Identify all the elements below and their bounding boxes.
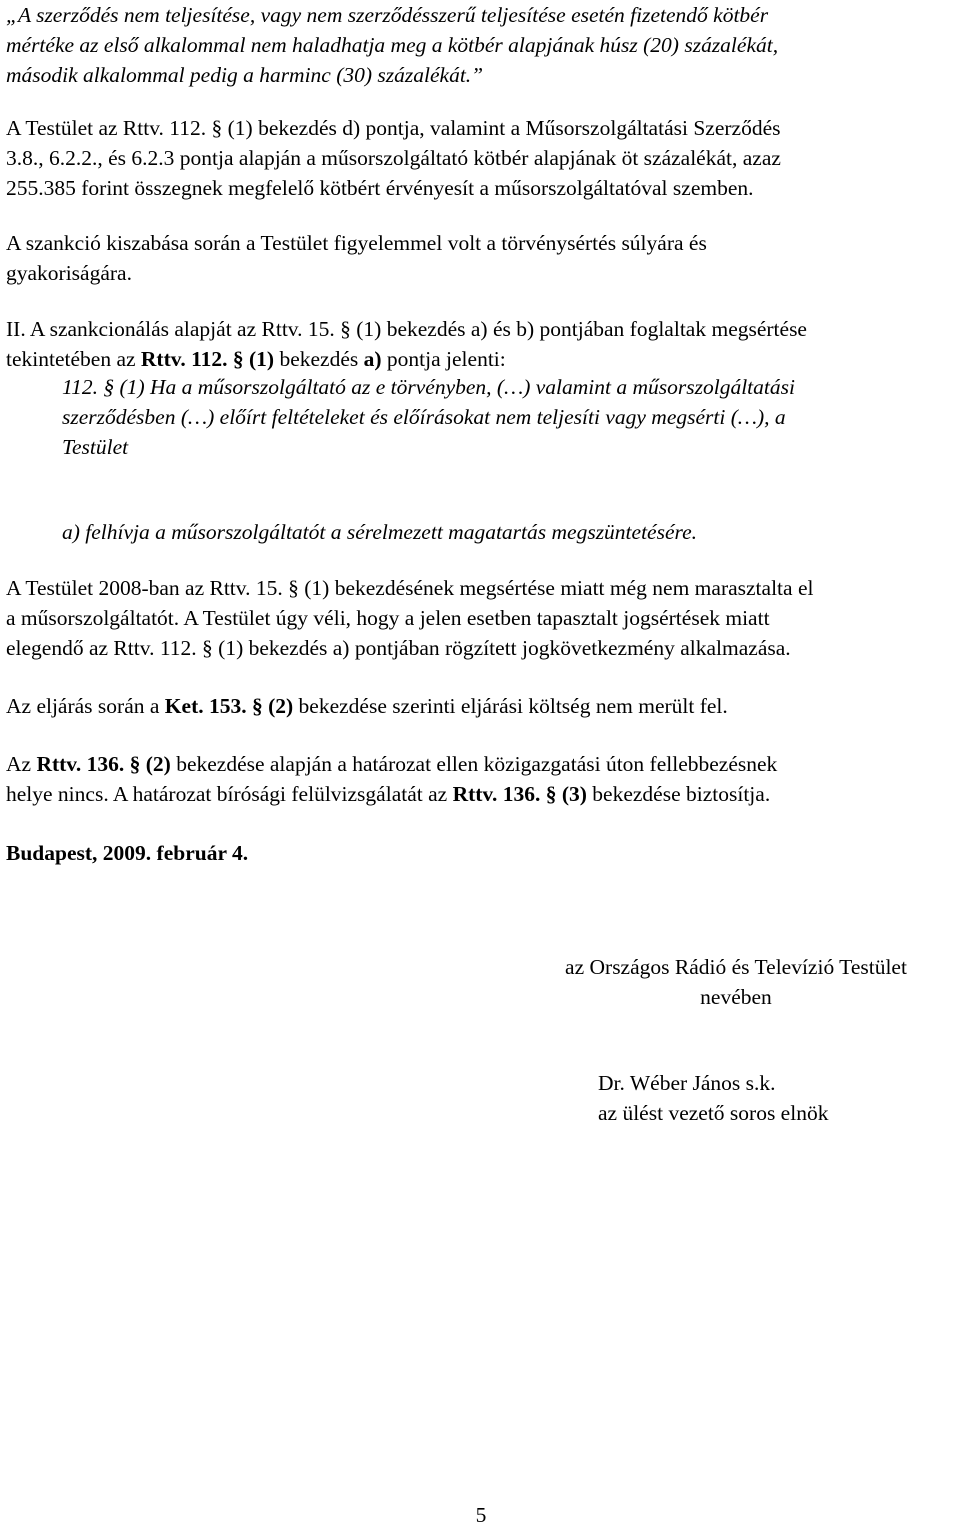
costs-bold-ref: Ket. 153. § (2)	[164, 694, 294, 718]
legal-basis-text: bekezdés	[274, 347, 364, 371]
signatory-name: Dr. Wéber János s.k.	[598, 1071, 776, 1095]
legal-basis-text: pontja jelenti:	[381, 347, 506, 371]
appeal-text: bekezdése biztosítja.	[586, 782, 771, 806]
legal-basis-text: tekintetében az	[6, 347, 141, 371]
law-quote-line-3: Testület	[62, 435, 129, 459]
quoted-contract-clause	[6, 0, 956, 90]
legal-basis-bold-point: a)	[363, 347, 382, 371]
appeal-bold-ref: Rttv. 136. § (3)	[452, 782, 587, 806]
page-number: 5	[475, 1503, 487, 1527]
legal-basis-paragraph	[6, 314, 956, 374]
previous-record-line-1: A Testület 2008-ban az Rttv. 15. § (1) bekezdésének megsértése miatt még nem marasztalta el	[6, 576, 814, 600]
signature-organization	[516, 952, 956, 1012]
quote-line-2: mértéke az első alkalommal nem haladhatja meg a kötbér alapjának húsz (20) százalékát,	[6, 33, 779, 57]
signature-org-line-1: az Országos Rádió és Televízió Testület	[565, 955, 907, 979]
penalty-line-2: 3.8., 6.2.2., és 6.2.3 pontja alapján a műsorszolgáltató kötbér alapjának öt százalékát, azaz	[6, 146, 781, 170]
document-page	[6, 0, 956, 1537]
law-quote-point-a: a) felhívja a műsorszolgáltatót a sérelmezett magatartás megszüntetésére.	[62, 520, 697, 544]
penalty-line-3: 255.385 forint összegnek megfelelő kötbért érvényesít a műsorszolgáltatóval szemben.	[6, 176, 754, 200]
previous-record-paragraph	[6, 573, 956, 663]
quote-line-1: „A szerződés nem teljesítése, vagy nem szerződésszerű teljesítése esetén fizetendő kötbér	[6, 3, 769, 27]
law-quote	[62, 372, 956, 462]
costs-text: Az eljárás során a	[6, 694, 165, 718]
penalty-line-1: A Testület az Rttv. 112. § (1) bekezdés d) pontja, valamint a Műsorszolgáltatási Szerződés	[6, 116, 781, 140]
signatory-role: az ülést vezető soros elnök	[598, 1101, 829, 1125]
legal-basis-bold-ref: Rttv. 112. § (1)	[140, 347, 275, 371]
law-quote-line-2: szerződésben (…) előírt feltételeket és előírásokat nem teljesíti vagy megsérti (…), a	[62, 405, 786, 429]
quote-line-3: második alkalommal pedig a harminc (30) százalékát.”	[6, 63, 484, 87]
costs-text: bekezdése szerinti eljárási költség nem merült fel.	[293, 694, 728, 718]
previous-record-line-2: a műsorszolgáltatót. A Testület úgy véli, hogy a jelen esetben tapasztalt jogsértések miatt	[6, 606, 770, 630]
law-quote-line-1: 112. § (1) Ha a műsorszolgáltató az e törvényben, (…) valamint a műsorszolgáltatási	[62, 375, 795, 399]
date-place: Budapest, 2009. február 4.	[6, 841, 249, 865]
sanction-line-2: gyakoriságára.	[6, 261, 132, 285]
appeal-text: bekezdése alapján a határozat ellen közigazgatási úton fellebbezésnek	[170, 752, 778, 776]
appeal-paragraph	[6, 749, 956, 809]
costs-paragraph	[6, 691, 956, 721]
appeal-text: helye nincs. A határozat bírósági felülvizsgálatát az	[6, 782, 453, 806]
signatory-block	[598, 1068, 956, 1128]
sanction-line-1: A szankció kiszabása során a Testület figyelemmel volt a törvénysértés súlyára és	[6, 231, 707, 255]
appeal-text: Az	[6, 752, 37, 776]
penalty-paragraph	[6, 113, 956, 203]
legal-basis-line-1: II. A szankcionálás alapját az Rttv. 15. § (1) bekezdés a) és b) pontjában foglaltak megsértése	[6, 317, 807, 341]
previous-record-line-3: elegendő az Rttv. 112. § (1) bekezdés a) pontjában rögzített jogkövetkezmény alkalmazása.	[6, 636, 791, 660]
sanction-paragraph	[6, 228, 956, 288]
signature-org-line-2: nevében	[700, 985, 772, 1009]
appeal-bold-ref: Rttv. 136. § (2)	[36, 752, 171, 776]
